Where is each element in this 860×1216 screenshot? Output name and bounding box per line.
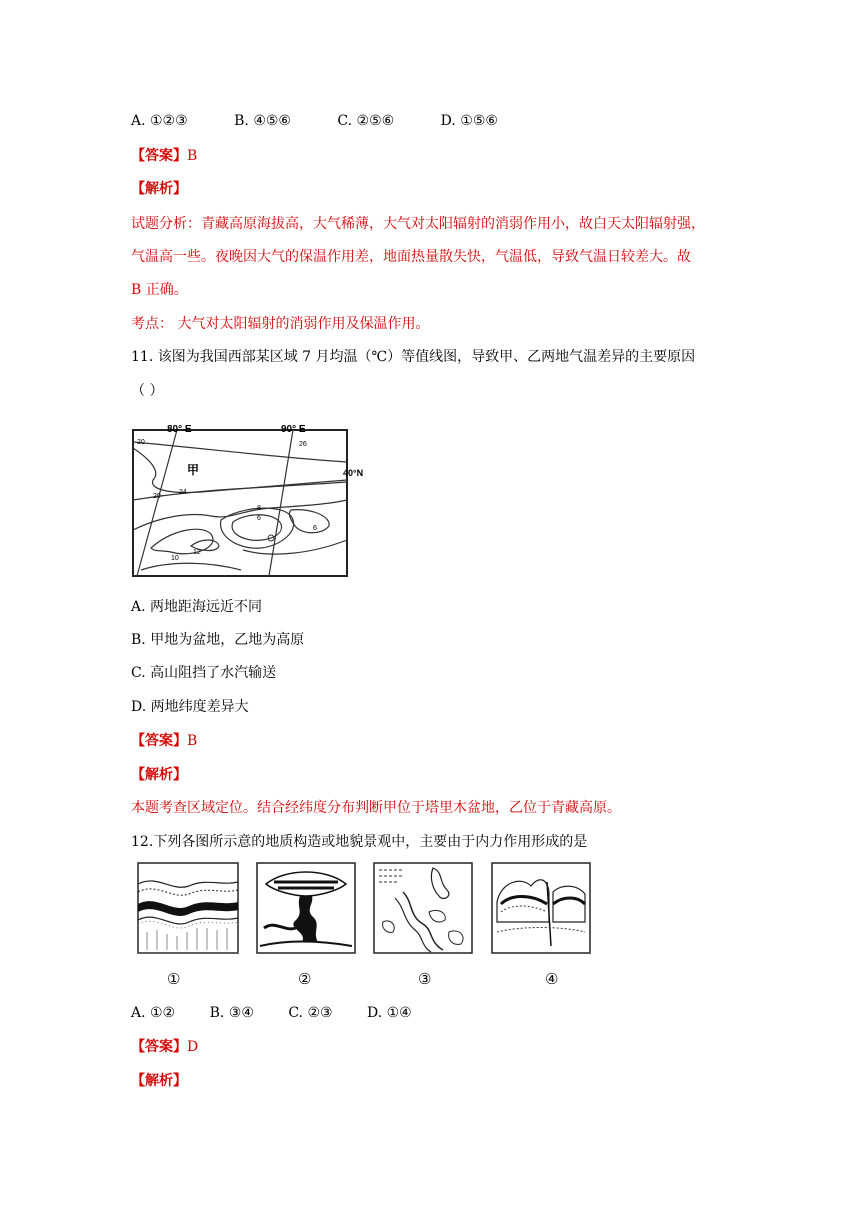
q10-analysis-line-3: B 正确。 bbox=[131, 282, 188, 298]
q10-option-c: C. ②⑤⑥ bbox=[337, 113, 395, 129]
q10-option-b: B. ④⑤⑥ bbox=[234, 113, 291, 129]
figure-3-landform bbox=[373, 862, 473, 954]
q12-option-c: C. ②③ bbox=[288, 1005, 333, 1021]
figure-1-folded-strata bbox=[137, 862, 239, 954]
lon-label-80: 80° E bbox=[167, 424, 192, 435]
answer-value: D bbox=[187, 1039, 199, 1055]
figure-label-1: ① bbox=[167, 970, 181, 988]
q10-option-a: A. ①②③ bbox=[131, 113, 188, 129]
q11-answer bbox=[131, 731, 197, 751]
q12-analysis-label bbox=[131, 1071, 187, 1091]
q11-analysis: 本题考查区域定位。结合经纬度分布判断甲位于塔里木盆地，乙位于青藏高原。 bbox=[131, 800, 621, 816]
q11-option-c: C. 高山阻挡了水汽输送 bbox=[131, 665, 277, 681]
q12-option-d: D. ①④ bbox=[367, 1005, 412, 1021]
q11-option-d: D. 两地纬度差异大 bbox=[131, 699, 249, 715]
analysis-label: 【解析】 bbox=[131, 1073, 187, 1089]
analysis-label: 【解析】 bbox=[131, 767, 187, 783]
q10-answer bbox=[131, 146, 197, 166]
contour-label: 20 bbox=[137, 439, 145, 446]
contour-label: 6 bbox=[257, 515, 261, 522]
q11-analysis-label bbox=[131, 765, 187, 785]
answer-label: 【答案】 bbox=[131, 148, 187, 164]
contour-label: 26 bbox=[299, 441, 307, 448]
contour-label: 24 bbox=[179, 489, 187, 496]
lon-label-90: 90° E bbox=[281, 424, 306, 435]
figure-label-2: ② bbox=[298, 970, 312, 988]
q10-options bbox=[131, 111, 540, 131]
figure-label-4: ④ bbox=[545, 970, 559, 988]
answer-value: B bbox=[187, 733, 198, 749]
q12-option-a: A. ①② bbox=[131, 1005, 176, 1021]
answer-label: 【答案】 bbox=[131, 733, 187, 749]
contour-label: 10 bbox=[171, 555, 179, 562]
q12-option-b: B. ③④ bbox=[209, 1005, 254, 1021]
q11-option-b: B. 甲地为盆地，乙地为高原 bbox=[131, 632, 305, 648]
lat-label-40n: 40°N bbox=[343, 468, 364, 478]
q10-analysis-label bbox=[131, 179, 187, 199]
q12-stem: 12.下列各图所示意的地质构造或地貌景观中，主要由于内力作用形成的是 bbox=[131, 834, 588, 850]
contour-label: 6 bbox=[313, 525, 317, 532]
q10-option-d: D. ①⑤⑥ bbox=[440, 113, 498, 129]
contour-label: 12 bbox=[193, 549, 201, 556]
q12-options bbox=[131, 1003, 442, 1023]
q11-option-a: A. 两地距海远近不同 bbox=[131, 599, 263, 615]
contour-label: 8 bbox=[257, 505, 261, 512]
answer-value: B bbox=[187, 148, 198, 164]
q12-answer bbox=[131, 1037, 198, 1057]
figure-2-mushroom-rock bbox=[256, 862, 356, 954]
place-label-jia: 甲 bbox=[187, 463, 200, 477]
figure-4-fault bbox=[491, 862, 591, 954]
q10-analysis-line-1: 试题分析：青藏高原海拔高，大气稀薄，大气对太阳辐射的消弱作用小，故白天太阳辐射强， bbox=[131, 216, 705, 232]
q11-stem-line-2: （ ） bbox=[131, 383, 164, 399]
q11-stem-line-1: 11. 该图为我国西部某区域 7 月均温（℃）等值线图，导致甲、乙两地气温差异的主要原因 bbox=[131, 349, 696, 365]
analysis-label: 【解析】 bbox=[131, 181, 187, 197]
contour-label: 20 bbox=[153, 493, 161, 500]
q10-kaodian: 考点： 大气对太阳辐射的消弱作用及保温作用。 bbox=[131, 316, 430, 332]
isotherm-map bbox=[131, 420, 364, 578]
figure-label-3: ③ bbox=[418, 970, 432, 988]
q10-analysis-line-2: 气温高一些。夜晚因大气的保温作用差，地面热量散失快，气温低，导致气温日较差大。故 bbox=[131, 249, 691, 265]
answer-label: 【答案】 bbox=[131, 1039, 187, 1055]
